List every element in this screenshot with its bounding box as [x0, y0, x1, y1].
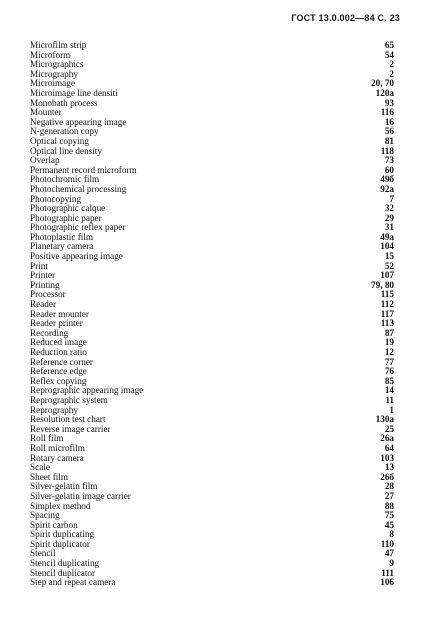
index-reference-number: 73 [384, 155, 394, 166]
term-index-list [30, 41, 394, 588]
index-entry [30, 463, 394, 473]
index-term: Optical line density [30, 145, 102, 156]
index-term: Step and repeat camera [30, 577, 116, 588]
index-entry [30, 319, 394, 329]
index-reference-number: 120a [375, 87, 394, 98]
index-entry [30, 262, 394, 272]
index-entry [30, 578, 394, 588]
index-term: Stencil duplicator [30, 567, 96, 578]
index-term: Roll film [30, 433, 64, 444]
index-reference-number: 15 [384, 251, 394, 262]
index-entry [30, 51, 394, 61]
index-reference-number: 56 [384, 126, 394, 137]
index-entry [30, 252, 394, 262]
index-term: Reader mounter [30, 308, 89, 319]
index-reference-number: 2 [389, 59, 394, 70]
index-term: Reprographic system [30, 394, 108, 405]
index-term: Recording [30, 327, 69, 338]
index-reference-number: 76 [384, 366, 394, 377]
index-reference-number: 60 [384, 164, 394, 175]
index-term: Reprography [30, 404, 78, 415]
index-term: Microimage [30, 78, 75, 89]
index-term: Reduction ratio [30, 347, 87, 357]
index-term: Photocopying [30, 193, 82, 204]
index-term: Printer [30, 270, 56, 281]
page-header: ГОСТ 13.0.002—84 С. 23 [291, 13, 400, 23]
index-reference-number: 26б [380, 471, 394, 482]
index-term: Spirit duplicator [30, 538, 90, 549]
index-term: Spirit carbon [30, 519, 78, 530]
index-term: Resolution test chart [30, 414, 106, 425]
index-term: Processor [30, 289, 66, 300]
index-term: Photographic reflex paper [30, 222, 126, 233]
index-entry [30, 454, 394, 464]
index-term: Reference corner [30, 356, 93, 367]
index-reference-number: 9 [389, 558, 394, 569]
index-reference-number: 8 [389, 529, 394, 540]
index-reference-number: 29 [384, 212, 394, 223]
index-reference-number: 12 [384, 347, 394, 357]
index-reference-number: 87 [384, 327, 394, 338]
index-term: Roll microfilm [30, 442, 85, 453]
index-term: Planetary camera [30, 241, 94, 252]
index-term: Reader printer [30, 318, 83, 329]
index-reference-number: 77 [384, 356, 394, 367]
index-reference-number: 47 [384, 548, 394, 559]
index-reference-number: 52 [384, 260, 394, 271]
index-term: Print [30, 260, 48, 271]
index-term: Silver-gelatin image carrier [30, 490, 131, 501]
index-reference-number: 45 [384, 519, 394, 530]
index-term: Monobath process [30, 97, 98, 108]
index-term: Reduced image [30, 337, 87, 348]
index-reference-number: 7 [389, 193, 394, 204]
index-reference-number: 27 [384, 490, 394, 501]
index-reference-number: 104 [380, 241, 394, 252]
index-entry [30, 60, 394, 70]
index-term: Microform [30, 49, 71, 60]
index-term: Negative appearing image [30, 116, 127, 127]
index-reference-number: 54 [384, 49, 394, 60]
index-reference-number: 11 [385, 394, 394, 405]
index-reference-number: 106 [380, 577, 394, 588]
index-entry [30, 444, 394, 454]
index-reference-number: 92a [380, 183, 394, 194]
index-term: Reader [30, 299, 57, 310]
index-term: Microfilm strip [30, 40, 87, 50]
index-reference-number: 49a [380, 231, 394, 242]
index-reference-number: 107 [380, 270, 394, 281]
index-entry [30, 271, 394, 281]
index-reference-number: 26a [380, 433, 394, 444]
index-entry [30, 290, 394, 300]
index-term: Reference edge [30, 366, 87, 377]
index-reference-number: 79, 80 [371, 279, 394, 290]
index-term: Spacing [30, 510, 60, 521]
index-reference-number: 20, 70 [371, 78, 394, 89]
index-reference-number: 14 [384, 385, 394, 396]
index-entry [30, 185, 394, 195]
index-entry [30, 310, 394, 320]
index-term: N-generation copy [30, 126, 99, 137]
index-reference-number: 103 [380, 452, 394, 463]
index-entry [30, 511, 394, 521]
index-reference-number: 88 [384, 500, 394, 511]
index-term: Micrographics [30, 59, 84, 70]
index-term: Stencil duplicating [30, 558, 100, 569]
index-term: Photochromic film [30, 174, 100, 185]
index-reference-number: 116 [380, 107, 394, 118]
index-term: Positive appearing image [30, 251, 123, 262]
index-term: Mounter [30, 107, 62, 118]
index-term: Optical copying [30, 135, 89, 146]
index-entry [30, 540, 394, 550]
index-reference-number: 111 [381, 567, 394, 578]
index-reference-number: 110 [380, 538, 394, 549]
index-term: Permanent record microform [30, 164, 137, 175]
index-entry [30, 281, 394, 291]
index-reference-number: 49б [380, 174, 394, 185]
index-reference-number: 118 [380, 145, 394, 156]
index-reference-number: 65 [384, 40, 394, 50]
index-term: Reprographic appearing image [30, 385, 144, 396]
index-term: Simplex method [30, 500, 91, 511]
index-term: Sheet film [30, 471, 69, 482]
index-reference-number: 25 [384, 423, 394, 434]
index-term: Rotary camera [30, 452, 84, 463]
index-reference-number: 64 [384, 442, 394, 453]
index-term: Photographic calque [30, 203, 106, 214]
index-term: Silver-gelatin film [30, 481, 98, 492]
index-term: Printing [30, 279, 60, 290]
index-reference-number: 1 [389, 404, 394, 415]
index-reference-number: 28 [384, 481, 394, 492]
index-reference-number: 117 [380, 308, 394, 319]
index-term: Micrography [30, 68, 78, 79]
index-entry [30, 147, 394, 157]
index-reference-number: 85 [384, 375, 394, 386]
index-reference-number: 31 [384, 222, 394, 233]
index-term: Spirit duplicating [30, 529, 95, 540]
index-term: Stencil [30, 548, 56, 559]
index-reference-number: 16 [384, 116, 394, 127]
index-reference-number: 75 [384, 510, 394, 521]
index-reference-number: 93 [384, 97, 394, 108]
index-term: Reverse image carrier [30, 423, 111, 434]
index-reference-number: 81 [384, 135, 394, 146]
index-term: Reflex copying [30, 375, 87, 386]
index-reference-number: 19 [384, 337, 394, 348]
index-reference-number: 13 [384, 462, 394, 473]
index-reference-number: 115 [380, 289, 394, 300]
index-entry [30, 70, 394, 80]
index-reference-number: 2 [389, 68, 394, 79]
index-entry [30, 99, 394, 109]
index-term: Photoplastic film [30, 231, 94, 242]
index-entry [30, 502, 394, 512]
index-entry [30, 41, 394, 51]
index-reference-number: 112 [380, 299, 394, 310]
index-reference-number: 130a [375, 414, 394, 425]
index-term: Overlap [30, 155, 60, 166]
index-term: Photochemical processing [30, 183, 127, 194]
index-term: Microimage line densiti [30, 87, 118, 98]
index-entry [30, 425, 394, 435]
index-reference-number: 32 [384, 203, 394, 214]
index-term: Scale [30, 462, 50, 473]
index-term: Photographic paper [30, 212, 102, 223]
index-entry [30, 396, 394, 406]
index-reference-number: 113 [380, 318, 394, 329]
